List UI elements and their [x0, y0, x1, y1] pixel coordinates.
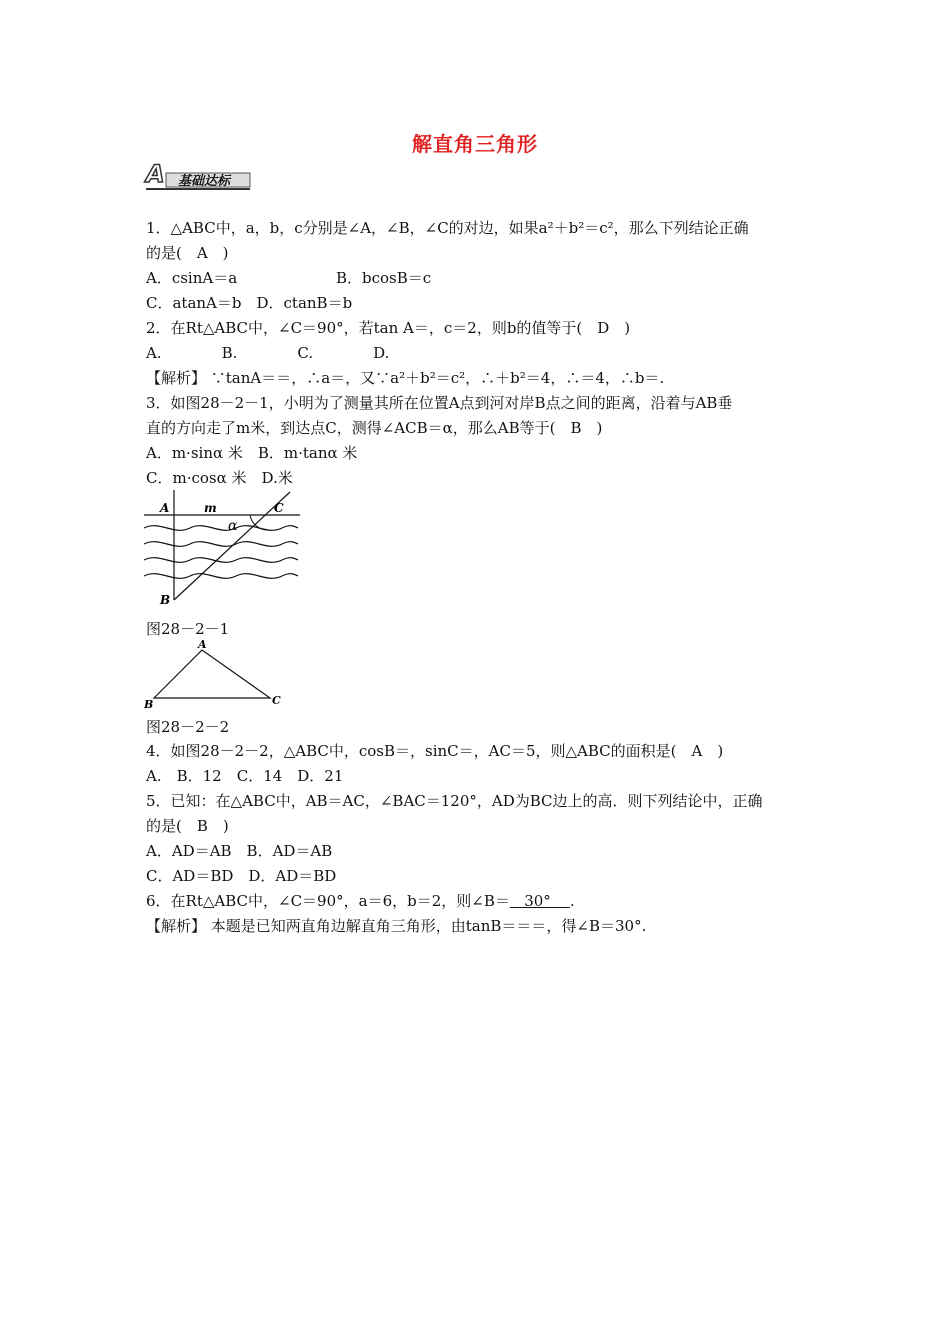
q1-option-b: B．bcosB＝c — [336, 269, 432, 287]
page-title: 解直角三角形 — [412, 132, 538, 156]
q1-options-cd: C．atanA＝b D．ctanB＝b — [146, 294, 353, 312]
q2-analysis: 【解析】 ∵tanA＝＝，∴a＝，又∵a²＋b²＝c²，∴＋b²＝4，∴＝4，∴b＝. — [146, 369, 665, 387]
q1-line-1: 1．△ABC中，a，b，c分别是∠A，∠B，∠C的对边，如果a²＋b²＝c²，那么下列结论正确 — [146, 219, 749, 237]
figure-caption-2: 图28－2－2 — [146, 718, 230, 736]
q3-options-ab: A．m·sinα 米 B．m·tanα 米 — [146, 444, 358, 462]
q1-line-2: 的是( A ) — [146, 244, 229, 262]
q4-options: A. B．12 C．14 D．21 — [146, 767, 344, 785]
q2-stem: 2．在Rt△ABC中，∠C＝90°，若tan A＝，c＝2，则b的值等于( D ) — [146, 319, 631, 337]
fig2-label-c: C — [272, 694, 281, 707]
figure-caption-1: 图28－2－1 — [146, 620, 230, 638]
fig1-label-alpha: α — [228, 518, 238, 534]
q6-analysis: 【解析】 本题是已知两直角边解直角三角形，由tanB＝＝＝，得∠B＝30°. — [146, 917, 647, 935]
fig2-label-a: A — [198, 638, 207, 651]
q6-stem-end: . — [569, 892, 575, 910]
q3-line-1: 3．如图28－2－1，小明为了测量其所在位置A点到河对岸B点之间的距离，沿着与AB垂 — [146, 394, 733, 412]
badge-letter: A — [146, 160, 165, 188]
q6-stem — [146, 891, 575, 911]
q5-options-cd: C．AD＝BD D．AD＝BD — [146, 867, 337, 885]
q3-options-cd: C．m·cosα 米 D.米 — [146, 469, 293, 487]
section-badge-label: 基础达标 — [178, 174, 231, 189]
q5-line-1: 5．已知：在△ABC中，AB＝AC，∠BAC＝120°，AD为BC边上的高．则下列结论中，正确 — [146, 792, 763, 810]
q6-answer: 30° — [524, 892, 551, 910]
q2-options: A. B. C. D. — [146, 344, 390, 362]
fig1-label-m: m — [204, 501, 217, 515]
q5-options-ab: A．AD＝AB B．AD＝AB — [146, 842, 333, 860]
q5-line-2: 的是( B ) — [146, 817, 229, 835]
fig2-label-b: B — [144, 698, 154, 711]
q1-option-a: A．csinA＝a — [146, 269, 238, 287]
q6-stem-text: 6．在Rt△ABC中，∠C＝90°，a＝6，b＝2，则∠B＝ — [146, 892, 510, 910]
q3-line-2: 直的方向走了m米，到达点C，测得∠ACB＝α，那么AB等于( B ) — [146, 419, 603, 437]
fig1-label-b: B — [160, 593, 171, 607]
figure-28-2-1 — [140, 490, 310, 610]
figure-28-2-2 — [140, 636, 290, 712]
fig1-label-c: C — [274, 501, 284, 515]
q4-stem: 4．如图28－2－2，△ABC中，cosB＝，sinC＝，AC＝5，则△ABC的面积是( A ) — [146, 742, 724, 760]
fig1-label-a: A — [160, 501, 170, 515]
